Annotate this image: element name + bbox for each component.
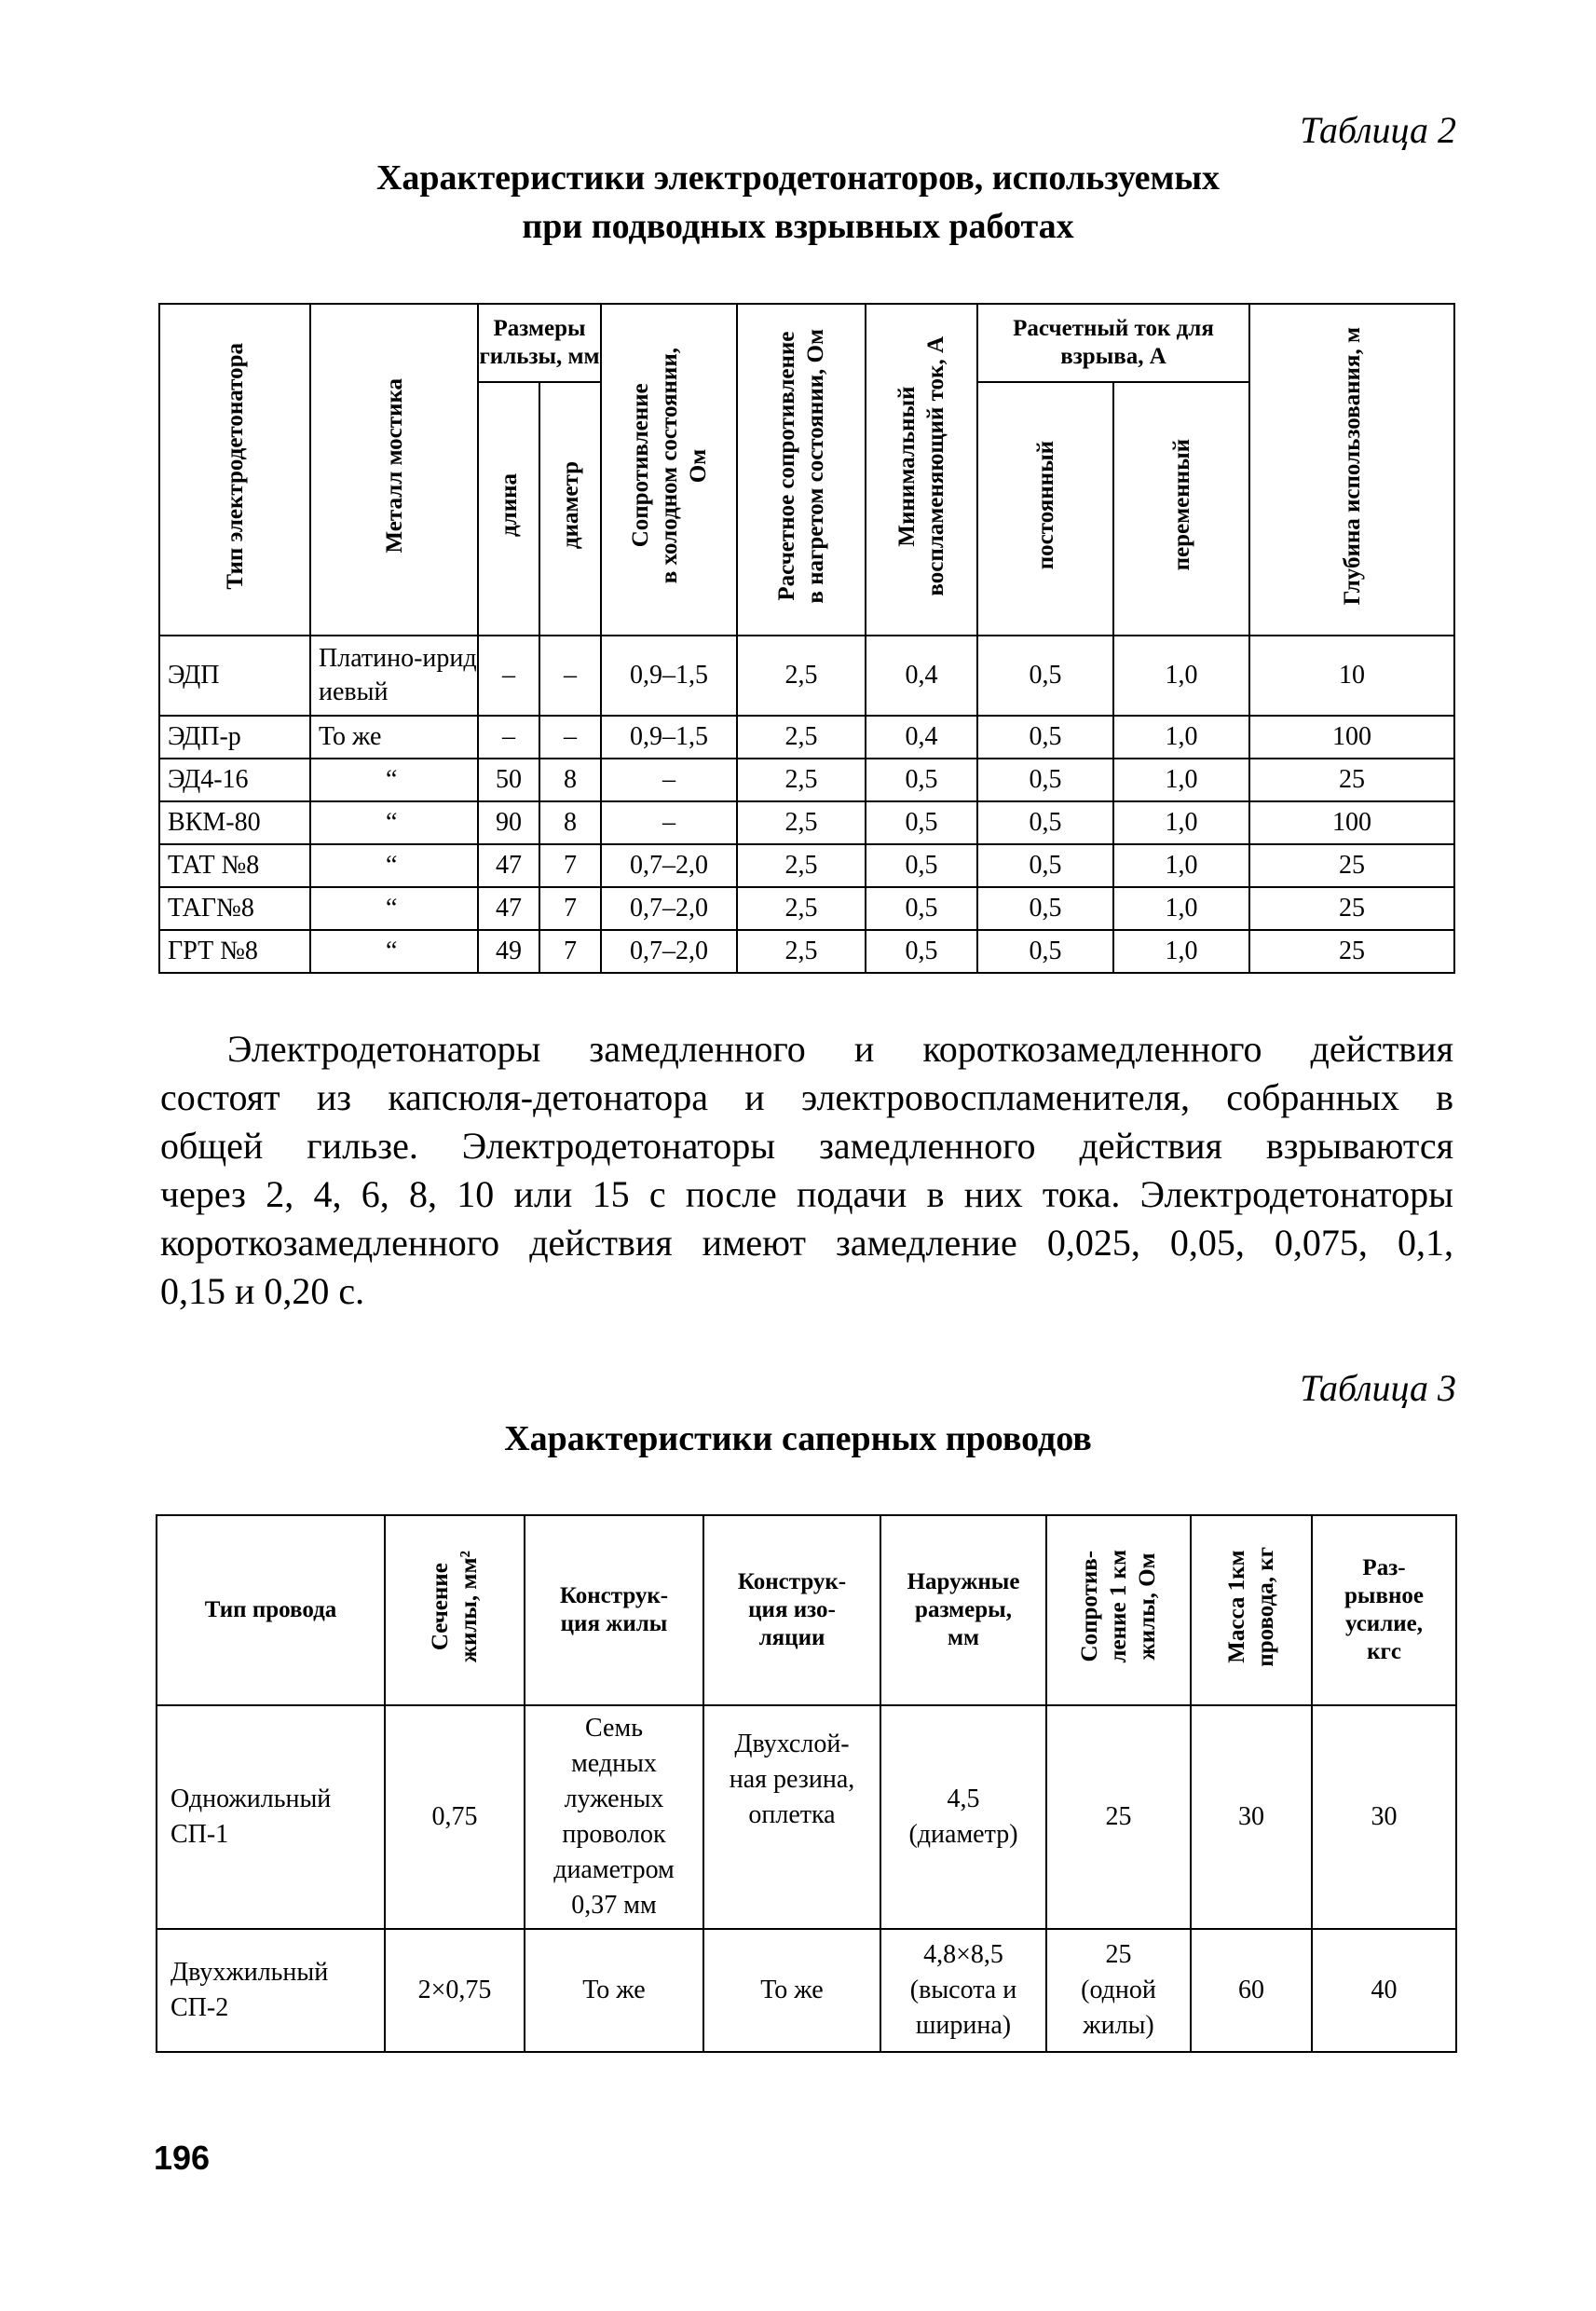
table-row [159, 636, 1454, 716]
table-cell: 2,5 [737, 844, 866, 887]
table-cell: 25 [1249, 759, 1454, 801]
table-cell: 0,5 [977, 887, 1113, 930]
table-cell: 30 [1312, 1705, 1456, 1929]
header-dc: постоянный [977, 382, 1113, 636]
table-row [157, 1929, 1456, 2052]
table-cell: 0,7–2,0 [601, 930, 737, 973]
table-cell: – [539, 716, 601, 759]
table-cell: 4,8×8,5 (высота и ширина) [880, 1929, 1046, 2052]
table-row [159, 716, 1454, 759]
header-depth: Глубина использования, м [1249, 304, 1454, 636]
paragraph-line: состоят из капсюля-детонатора и электровоспламенителя, собранных в [160, 1076, 1453, 1118]
header-core: Конструк- ция жилы [525, 1515, 703, 1705]
table-cell: 2×0,75 [385, 1929, 525, 2052]
header-ac: переменный [1113, 382, 1249, 636]
table-cell: 60 [1191, 1929, 1312, 2052]
table-cell: 2,5 [737, 930, 866, 973]
table-cell: ВКМ-80 [159, 801, 310, 844]
table-cell: 25 [1046, 1705, 1191, 1929]
table-cell: ГРТ №8 [159, 930, 310, 973]
table-cell: ЭД4-16 [159, 759, 310, 801]
table-cell: 2,5 [737, 759, 866, 801]
paragraph-line: через 2, 4, 6, 8, 10 или 15 с после подачи в них тока. Электродетонаторы [160, 1173, 1453, 1215]
table-cell: 0,5 [977, 636, 1113, 716]
table-cell: ЭДП [159, 636, 310, 716]
header-length: длина [478, 382, 539, 636]
header-sleeve: Размеры гильзы, мм [478, 304, 601, 382]
table-cell: То же [703, 1929, 880, 2052]
header-calc-current: Расчетный ток для взрыва, А [977, 304, 1249, 382]
table-cell: 30 [1191, 1705, 1312, 1929]
header-outer-size: Наружные размеры, мм [880, 1515, 1046, 1705]
table-cell: 25 (одной жилы) [1046, 1929, 1191, 2052]
header-section: Сечение жилы, мм² [385, 1515, 525, 1705]
table-cell: То же [310, 716, 478, 759]
table-cell: 1,0 [1113, 636, 1249, 716]
table-cell: Семь медных луженых проволок диаметром 0,37 мм [525, 1705, 703, 1929]
table-cell: Двухслой- ная резина, оплетка [703, 1705, 880, 1929]
table-cell: 10 [1249, 636, 1454, 716]
table-cell: 0,5 [866, 930, 977, 973]
table-cell: 50 [478, 759, 539, 801]
table-cell: 0,4 [866, 716, 977, 759]
table-cell: Платино-иридиевый [310, 636, 478, 716]
table3-label: Таблица 3 [1300, 1367, 1456, 1409]
table-cell: 0,7–2,0 [601, 844, 737, 887]
table-cell: 25 [1249, 844, 1454, 887]
table-cell: “ [310, 844, 478, 887]
paragraph-line: Электродетонаторы замедленного и короткозамедленного действия [227, 1028, 1453, 1070]
body-paragraph [160, 1025, 1453, 1316]
table-cell: 0,5 [866, 844, 977, 887]
table-cell: 0,5 [866, 887, 977, 930]
table-cell: 1,0 [1113, 887, 1249, 930]
table-cell: – [478, 716, 539, 759]
header-insulation: Конструк- ция изо- ляции [703, 1515, 880, 1705]
table-cell: Одножильный СП-1 [157, 1705, 385, 1929]
table2-label: Таблица 2 [1300, 109, 1456, 151]
table-cell: – [539, 636, 601, 716]
table3-title: Характеристики саперных проводов [504, 1419, 1092, 1458]
header-cold-resistance: Сопротивление в холодном состоянии, Ом [601, 304, 737, 636]
table-cell: 7 [539, 930, 601, 973]
table-cell: “ [310, 759, 478, 801]
page-number: 196 [154, 2139, 211, 2177]
table-cell: 0,9–1,5 [601, 636, 737, 716]
table-cell: 2,5 [737, 636, 866, 716]
header-resistance: Сопротив- ление 1 км жилы, Ом [1046, 1515, 1191, 1705]
table-cell: 25 [1249, 930, 1454, 973]
table-cell: ТАТ №8 [159, 844, 310, 887]
paragraph-line: короткозамедленного действия имеют замедление 0,025, 0,05, 0,075, 0,1, [160, 1222, 1453, 1264]
table-cell: 2,5 [737, 716, 866, 759]
table-cell: 0,5 [977, 844, 1113, 887]
table-row [159, 844, 1454, 887]
header-wire-type: Тип провода [157, 1515, 385, 1705]
table-cell: 0,5 [977, 930, 1113, 973]
table-cell: 0,5 [977, 801, 1113, 844]
table-cell: 0,5 [977, 759, 1113, 801]
table-cell: 25 [1249, 887, 1454, 930]
table-cell: Двухжильный СП-2 [157, 1929, 385, 2052]
table-cell: 0,75 [385, 1705, 525, 1929]
header-hot-resistance: Расчетное сопротивление в нагретом состоянии, Ом [737, 304, 866, 636]
header-force: Раз- рывное усилие, кгс [1312, 1515, 1456, 1705]
table2-title [0, 154, 1596, 251]
table-cell: “ [310, 887, 478, 930]
table-cell: 8 [539, 759, 601, 801]
header-diameter: диаметр [539, 382, 601, 636]
detonators-table [158, 303, 1455, 974]
table-cell: 4,5 (диаметр) [880, 1705, 1046, 1929]
table-cell: 1,0 [1113, 759, 1249, 801]
table-cell: 49 [478, 930, 539, 973]
table-cell: 1,0 [1113, 801, 1249, 844]
table-cell: 0,7–2,0 [601, 887, 737, 930]
table-cell: 8 [539, 801, 601, 844]
table-cell: 0,4 [866, 636, 977, 716]
table-cell: 0,5 [866, 759, 977, 801]
table-cell: 7 [539, 844, 601, 887]
table-cell: ЭДП-р [159, 716, 310, 759]
table-cell: 1,0 [1113, 716, 1249, 759]
table-cell: – [478, 636, 539, 716]
table-cell: 100 [1249, 716, 1454, 759]
table-row [159, 930, 1454, 973]
table-cell: 40 [1312, 1929, 1456, 2052]
table-row [159, 887, 1454, 930]
table-cell: 0,9–1,5 [601, 716, 737, 759]
table-cell: 1,0 [1113, 930, 1249, 973]
paragraph-line: 0,15 и 0,20 с. [160, 1270, 365, 1312]
table-cell: 1,0 [1113, 844, 1249, 887]
header-mass: Масса 1км провода, кг [1191, 1515, 1312, 1705]
paragraph-line: общей гильзе. Электродетонаторы замедленного действия взрываются [160, 1125, 1453, 1167]
table-cell: 47 [478, 887, 539, 930]
table-row [159, 759, 1454, 801]
table-cell: “ [310, 801, 478, 844]
table-cell: – [601, 801, 737, 844]
table-row [157, 1705, 1456, 1929]
table-cell: 2,5 [737, 887, 866, 930]
table2-title-line2: при подводных взрывных работах [522, 207, 1074, 246]
table-cell: “ [310, 930, 478, 973]
table-cell: 0,5 [977, 716, 1113, 759]
header-type: Тип электродетонатора [159, 304, 310, 636]
table-cell: ТАГ№8 [159, 887, 310, 930]
table-cell: 0,5 [866, 801, 977, 844]
table2-title-line1: Характеристики электродетонаторов, используемых [375, 158, 1221, 198]
header-metal: Металл мостика [310, 304, 478, 636]
table-cell: – [601, 759, 737, 801]
table-cell: То же [525, 1929, 703, 2052]
table-cell: 90 [478, 801, 539, 844]
table-cell: 7 [539, 887, 601, 930]
table-row [159, 801, 1454, 844]
table-cell: 100 [1249, 801, 1454, 844]
header-min-current: Минимальный воспламеняющий ток, А [866, 304, 977, 636]
wires-table [156, 1514, 1457, 2053]
table-cell: 47 [478, 844, 539, 887]
table-cell: 2,5 [737, 801, 866, 844]
